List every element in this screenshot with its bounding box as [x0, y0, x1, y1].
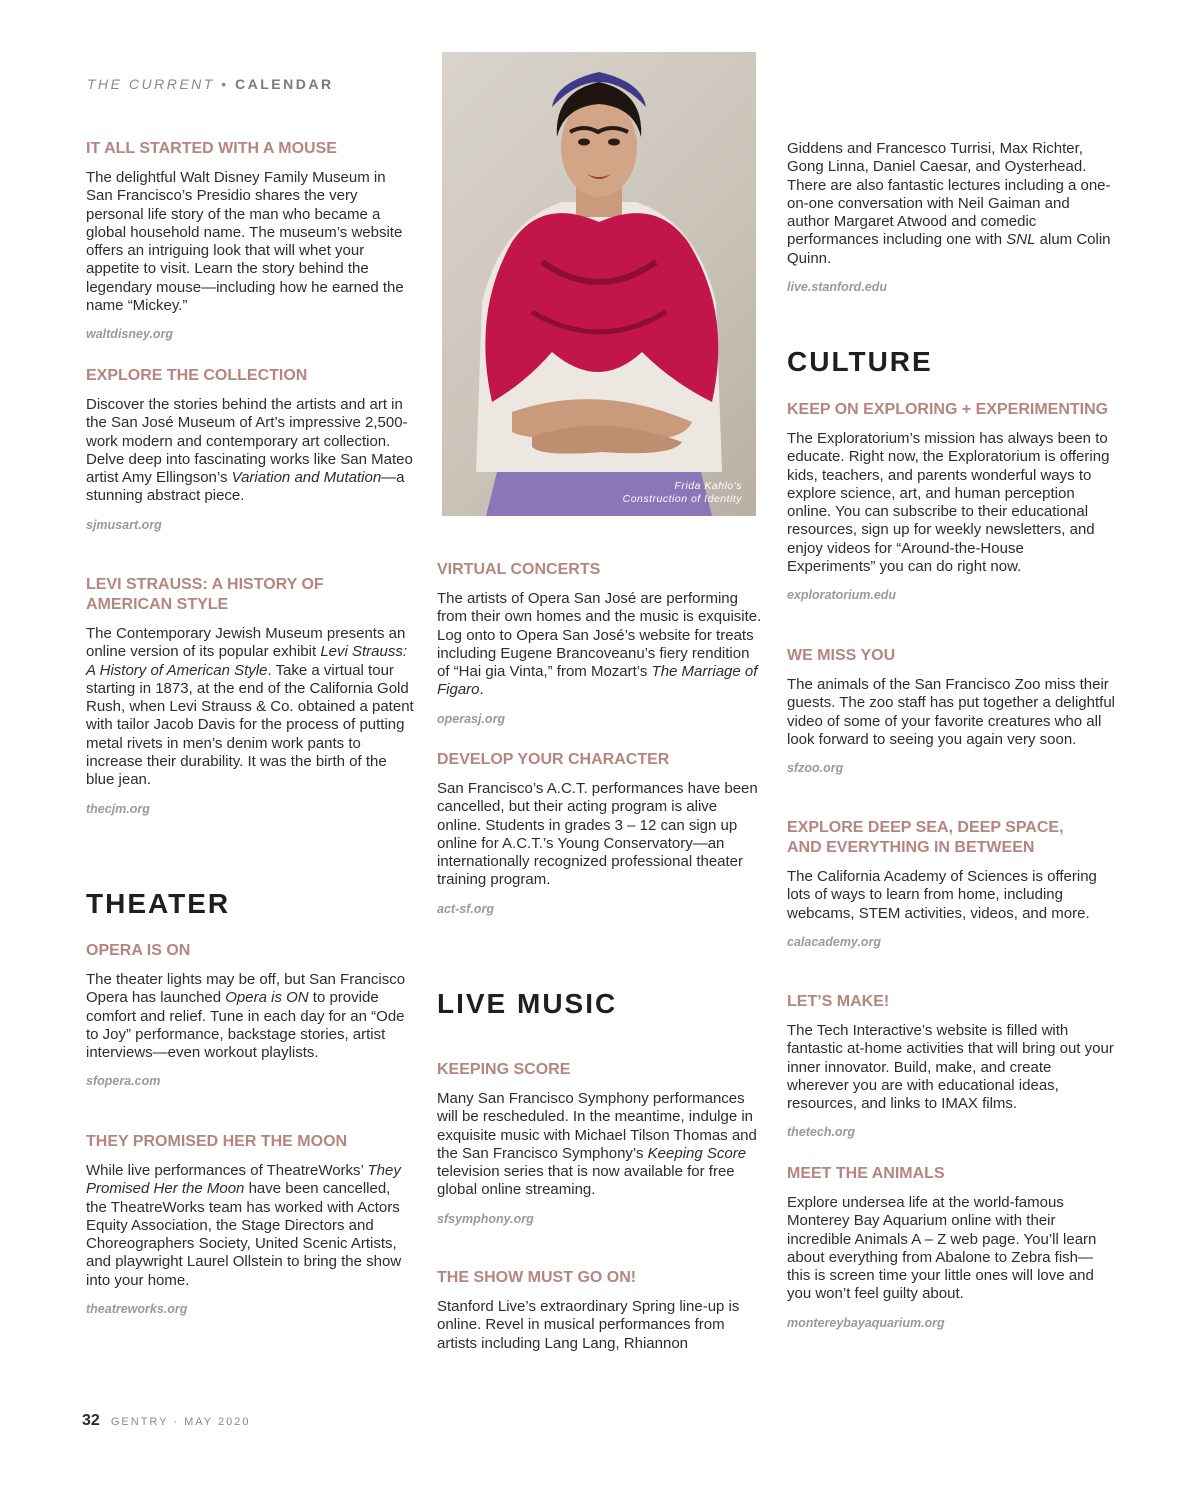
entry-body: San Francisco’s A.C.T. performances have been cancelled, but their acting program is alive online. Students in grades 3 – 12 can sign up online for A.C.T.’s Young Conservatory—an internationally recognized professional theater training program.: [437, 780, 758, 889]
entry-sjmusart: [86, 366, 414, 532]
page-footer: [82, 1412, 250, 1430]
entry-body: The California Academy of Sciences is offering lots of ways to learn from home, including webcams, STEM activities, videos, and more.: [787, 868, 1097, 922]
section-heading-theater: THEATER: [86, 888, 231, 919]
entry-body: The delightful Walt Disney Family Museum in San Francisco’s Presidio shares the very personal life story of the man who became a global household name. The museum’s website offers an intriguing look that will whet your appetite to visit. Learn the story behind the legendary mouse—including how he earned the name “Mickey.”: [86, 169, 404, 315]
entry-title: LET’S MAKE!: [787, 993, 890, 1010]
entry-title: IT ALL STARTED WITH A MOUSE: [86, 140, 337, 157]
entry-virtual-concerts: [437, 560, 765, 726]
entry-body: Stanford Live’s extraordinary Spring line-up is online. Revel in musical performances from artists including Lang Lang, Rhiannon: [437, 1298, 740, 1352]
entry-link[interactable]: live.stanford.edu: [787, 280, 888, 295]
entry-exploratorium: [787, 400, 1115, 602]
entry-cal-academy: [787, 818, 1115, 949]
entry-body: The Contemporary Jewish Museum presents an online version of its popular exhibit Levi Strauss: A History of American Style. Take a virtual tour starting in 1873, at the end of the California Gold Rush, when Levi Strauss & Co. obtained a patent with tailor Jacob Davis for the process of putting metal rivets in men’s denim work pants to increase their durability. It was the birth of the blue jean.: [86, 625, 414, 789]
entry-title: OPERA IS ON: [86, 942, 191, 959]
entry-walt-disney: [86, 139, 414, 341]
entry-title: EXPLORE THE COLLECTION: [86, 367, 308, 384]
entry-title: DEVELOP YOUR CHARACTER: [437, 751, 670, 768]
entry-link[interactable]: waltdisney.org: [86, 327, 174, 342]
entry-body: The artists of Opera San José are performing from their own homes and the music is exquisite. Log onto to Opera San José’s website for treats including Eugene Brancoveanu’s fiery rendition of “Hai gia Vinta,” from Mozart’s The Marriage of Figaro.: [437, 590, 762, 699]
entry-title: EXPLORE DEEP SEA, DEEP SPACE, AND EVERYTHING IN BETWEEN: [787, 819, 1064, 856]
entry-link[interactable]: exploratorium.edu: [787, 588, 897, 603]
magazine-name: GENTRY: [110, 1416, 169, 1428]
entry-body: The theater lights may be off, but San Francisco Opera has launched Opera is ON to provide comfort and relief. Tune in each day for an “Ode to Joy” performance, backstage stories, artist interviews—even workout playlists.: [86, 971, 406, 1062]
entry-tech-interactive: [787, 992, 1115, 1139]
frida-kahlo-photo: [442, 52, 756, 516]
entry-body: The animals of the San Francisco Zoo miss their guests. The zoo staff has put together a delightful video of some of your favorite creatures who all look forward to seeing you again very soon.: [787, 676, 1116, 748]
entry-link[interactable]: operasj.org: [437, 711, 506, 726]
entry-body: Many San Francisco Symphony performances will be rescheduled. In the meantime, indulge in exquisite music with Michael Tilson Thomas and the San Francisco Symphony’s Keeping Score television series that is now available for free global online streaming.: [437, 1090, 757, 1199]
header-separator: •: [221, 76, 229, 92]
entry-link[interactable]: montereybayaquarium.org: [787, 1315, 945, 1330]
section-heading-live-music: LIVE MUSIC: [437, 988, 618, 1019]
entry-keeping-score: [437, 1060, 765, 1226]
entry-act: [437, 750, 765, 916]
entry-link[interactable]: sfopera.com: [86, 1074, 161, 1089]
entry-stanford-live: [437, 1268, 765, 1353]
calendar-label: CALENDAR: [235, 76, 334, 92]
magazine-section-label: THE CURRENT: [87, 76, 215, 92]
page-number: 32: [82, 1412, 100, 1429]
running-header: [87, 76, 334, 92]
entry-stanford-live-continued: [787, 140, 1115, 294]
entry-link[interactable]: act-sf.org: [437, 901, 494, 916]
entry-title: KEEP ON EXPLORING + EXPERIMENTING: [787, 401, 1109, 418]
entry-body: While live performances of TheatreWorks’ They Promised Her the Moon have been cancelled, the TheatreWorks team has worked with Actors Equity Association, the Stage Directors and Choreographers Society, United Scenic Artists, and playwright Laurel Ollstein to bring the show into your home.: [86, 1162, 402, 1289]
entry-link[interactable]: calacademy.org: [787, 934, 882, 949]
entry-opera-is-on: [86, 941, 414, 1088]
entry-body: Discover the stories behind the artists and art in the San José Museum of Art’s impressive 2,500-work modern and contemporary art collection. Delve deep into fascinating works like San Mateo artist Amy Ellingson’s Variation and Mutation—a stunning abstract piece.: [86, 396, 413, 505]
entry-title: MEET THE ANIMALS: [787, 1165, 945, 1182]
entry-title: KEEPING SCORE: [437, 1061, 571, 1078]
entry-link[interactable]: theatreworks.org: [86, 1302, 188, 1317]
entry-link[interactable]: sfsymphony.org: [437, 1211, 534, 1226]
issue-date: MAY 2020: [184, 1416, 251, 1428]
entry-link[interactable]: thetech.org: [787, 1125, 856, 1140]
entry-link[interactable]: sfzoo.org: [787, 761, 844, 776]
entry-monterey-aquarium: [787, 1164, 1115, 1330]
portrait-illustration: [442, 52, 756, 516]
entry-body: Giddens and Francesco Turrisi, Max Richter, Gong Linna, Daniel Caesar, and Oysterhead. There are also fantastic lectures including a one-on-one conversation with Neil Gaiman and author Margaret Atwood and comedic performances including one with SNL alum Colin Quinn.: [787, 140, 1111, 267]
entry-title: WE MISS YOU: [787, 647, 896, 664]
entry-sf-zoo: [787, 646, 1115, 775]
entry-link[interactable]: thecjm.org: [86, 801, 150, 816]
entry-body: Explore undersea life at the world-famous Monterey Bay Aquarium online with their incredible Animals A – Z web page. You’ll learn about everything from Abalone to Zebra fish—this is screen time your little ones will love and you won’t feel guilty about.: [787, 1194, 1097, 1303]
photo-caption: Frida Kahlo's Construction of Identity: [622, 480, 742, 505]
footer-separator: ·: [173, 1416, 180, 1428]
entry-title: THEY PROMISED HER THE MOON: [86, 1133, 348, 1150]
entry-title: VIRTUAL CONCERTS: [437, 561, 601, 578]
entry-theatreworks: [86, 1132, 414, 1316]
entry-title: THE SHOW MUST GO ON!: [437, 1269, 637, 1286]
entry-body: The Tech Interactive’s website is filled with fantastic at-home activities that will bring out your inner innovator. Build, make, and create wherever you are with educational ideas, resources, and links to IMAX films.: [787, 1022, 1114, 1113]
entry-link[interactable]: sjmusart.org: [86, 517, 162, 532]
entry-title: LEVI STRAUSS: A HISTORY OF AMERICAN STYLE: [86, 576, 324, 613]
section-heading-culture: CULTURE: [787, 346, 933, 377]
entry-body: The Exploratorium’s mission has always been to educate. Right now, the Exploratorium is offering kids, teachers, and parents wonderful ways to explore science, art, and human perception online. You can subscribe to their educational resources, sign up for weekly newsletters, and enjoy videos for “Around-the-House Experiments” you can do right now.: [787, 430, 1110, 576]
entry-levi-strauss: [86, 575, 414, 816]
